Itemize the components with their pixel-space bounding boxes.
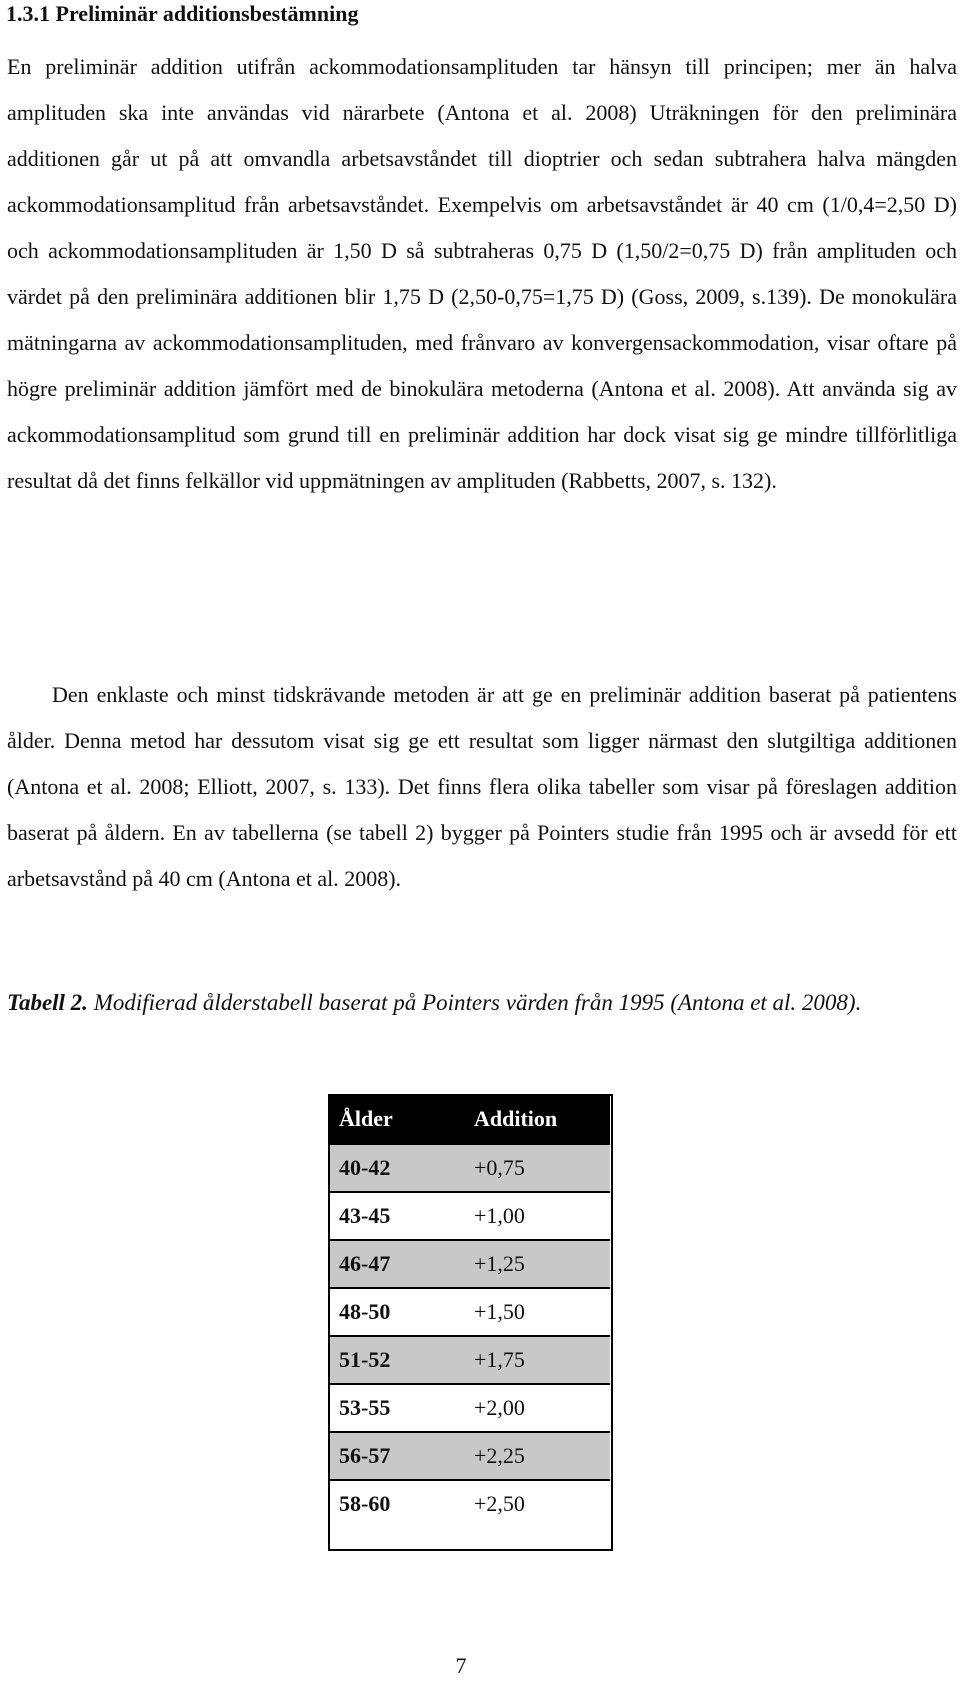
table-cell-addition: +1,00 xyxy=(469,1192,610,1240)
table-cell-addition: +1,75 xyxy=(469,1336,610,1384)
table-row xyxy=(329,1192,610,1240)
table-row xyxy=(329,1432,610,1480)
section-heading: 1.3.1 Preliminär additionsbestämning xyxy=(6,1,359,26)
table-cell-age: 46-47 xyxy=(329,1240,469,1288)
table-row xyxy=(329,1144,610,1192)
table-cell-age: 40-42 xyxy=(329,1144,469,1192)
table-cell-age: 43-45 xyxy=(329,1192,469,1240)
table-caption-label: Tabell 2. xyxy=(7,990,88,1015)
paragraph-1: En preliminär addition utifrån ackommodationsamplituden tar hänsyn till principen; mer än halva amplituden ska inte användas vid närarbete (Antona et al. 2008) Uträkningen för den preliminära additionen går ut på att omvandla arbetsavståndet till dioptrier och sedan subtrahera halva mängden ackommodationsamplitud från arbetsavståndet. Exempelvis om arbetsavståndet är 40 cm (1/0,4=2,50 D) och ackommodationsamplituden är 1,50 D så subtraheras 0,75 D (1,50/2=0,75 D) från amplituden och värdet på den preliminära additionen blir 1,75 D (2,50-0,75=1,75 D) (Goss, 2009, s.139). De monokulära mätningarna av ackommodationsamplituden, med frånvaro av konvergensackommodation, visar oftare på högre preliminär addition jämfört med de binokulära metoderna (Antona et al. 2008). Att använda sig av ackommodationsamplitud som grund till en preliminär addition har dock visat sig ge mindre tillförlitliga resultat då det finns felkällor vid uppmätningen av amplituden (Rabbetts, 2007, s. 132). xyxy=(7,54,957,493)
table-cell-addition: +2,50 xyxy=(469,1480,610,1527)
table-cell-addition: +2,00 xyxy=(469,1384,610,1432)
table-row xyxy=(329,1384,610,1432)
table-cell-age: 48-50 xyxy=(329,1288,469,1336)
table-cell-age: 53-55 xyxy=(329,1384,469,1432)
table-cell-addition: +0,75 xyxy=(469,1144,610,1192)
table-header-addition: Addition xyxy=(469,1095,610,1144)
age-addition-table xyxy=(329,1095,610,1527)
paragraph-2: Den enklaste och minst tidskrävande metoden är att ge en preliminär addition baserat på patientens ålder. Denna metod har dessutom visat sig ge ett resultat som ligger närmast den slutgiltiga additionen (Antona et al. 2008; Elliott, 2007, s. 133). Det finns flera olika tabeller som visar på föreslagen addition baserat på åldern. En av tabellerna (se tabell 2) bygger på Pointers studie från 1995 och är avsedd för ett arbetsavstånd på 40 cm (Antona et al. 2008). xyxy=(7,682,957,891)
table-cell-age: 56-57 xyxy=(329,1432,469,1480)
table-cell-addition: +1,25 xyxy=(469,1240,610,1288)
table-cell-addition: +1,50 xyxy=(469,1288,610,1336)
table-row xyxy=(329,1240,610,1288)
table-cell-age: 58-60 xyxy=(329,1480,469,1527)
table-caption xyxy=(7,989,957,1017)
table-row xyxy=(329,1480,610,1527)
table-header-row xyxy=(329,1095,610,1144)
page-number: 7 xyxy=(455,1653,467,1678)
table-row xyxy=(329,1288,610,1336)
table-cell-age: 51-52 xyxy=(329,1336,469,1384)
table-row xyxy=(329,1336,610,1384)
table-cell-addition: +2,25 xyxy=(469,1432,610,1480)
table-header-age: Ålder xyxy=(329,1095,469,1144)
table-caption-text: Modifierad ålderstabell baserat på Pointers värden från 1995 (Antona et al. 2008). xyxy=(87,990,862,1015)
